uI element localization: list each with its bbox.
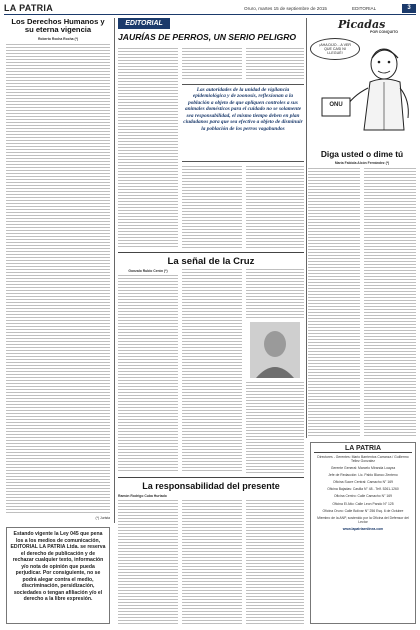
opinion-body-col2: [364, 168, 416, 438]
cartoon-sign-text: ONU: [329, 102, 343, 108]
staff-row: Oficina Oruro: Calle Bolívar N° 256 Esq. 6 de Octubre: [322, 508, 404, 513]
staff-row: Oficina Bajadas: Casilla N° 48 - Telf. 5261-1260: [327, 487, 399, 492]
opinion-headline: Diga usted o dime tú: [320, 149, 404, 159]
left-article-byline: Roberto Rocha Rocha (*): [37, 37, 79, 41]
author-photo: [250, 322, 300, 378]
center-article-col3b: [246, 382, 304, 473]
center-article-byline: Gonzalo Rubio Cerón (*): [128, 269, 168, 273]
editorial-bottom-rule: [118, 252, 304, 253]
staff-row: Miembro de la ANP, sostenido por la Oficina del Defensor del Lector: [317, 515, 409, 524]
opinion-body-col1: [308, 168, 360, 438]
editorial-body-col2: [182, 48, 242, 80]
cartoon-title: Picadas: [338, 18, 386, 31]
bottom-article-col1: [118, 500, 178, 624]
left-article-body: [6, 44, 110, 514]
staff-box-title: LA PATRIA: [314, 445, 412, 453]
left-article-footnote: (*) Jurista: [95, 516, 110, 520]
masthead: [4, 4, 416, 14]
editorial-body-col3: [246, 48, 304, 80]
editorial-kicker: EDITORIAL: [118, 18, 170, 29]
ad-box: [6, 527, 110, 624]
staff-row: Directores - Gerentes: Mario Barrientos Carranza / Guillermo Tellez Gonzalez: [317, 455, 409, 464]
staff-row: Oficina Sucre Central: Camacho N° 169: [333, 480, 393, 485]
paper-name: LA PATRIA: [4, 3, 54, 13]
editorial-pull-quote: [182, 84, 304, 162]
right-divider: [306, 18, 307, 438]
cartoon-drawing: [308, 38, 416, 148]
bottom-article-col3: [246, 500, 304, 624]
editorial-body-col3b: [246, 166, 304, 248]
center-article-col1: [118, 275, 178, 473]
staff-row: Jefe de Redacción: Lic. Pablo Blanco Zenteno: [328, 473, 398, 478]
cartoon-subtitle: POR CONQUITO: [370, 30, 399, 34]
ad-box-text: Estando vigente la Ley 045 que pena los a los medios de comunicación, EDITORIAL LA PATRIA Ltda. se reserva el derecho de publicación y de rechazar cualquier texto, información y/o nota de opinión que pueda perjudicar. Por consiguiente, no se podrá alegar contra el medio, discriminación, persidización, sociedades o tengan afiliación y/o el derecho a la libre expresión.: [10, 531, 106, 603]
center-article-col3: [246, 269, 304, 319]
date-line: Oruro, martes 15 de septiembre de 2015: [244, 6, 327, 11]
cartoon: [308, 18, 416, 148]
opinion-byline: María Fabiola Alcón Fernández (*): [334, 161, 390, 165]
editorial-body-col1: [118, 48, 178, 248]
bottom-article-col2: [182, 500, 242, 624]
bottom-article-headline: La responsabilidad del presente: [142, 481, 280, 491]
pull-quote-text: Las autoridades de la unidad de vigilancia epidemiológica y de zoonosis, reflexionan a la población a objeto de que apliquen controles a sus animales domésticos para el cuidado no se solamente sea responsabilidad, el mismo tiempo deben en plan ciudadanos para que sea efectivo a objeto de disminuir la población de los perros vagabundos: [183, 87, 303, 132]
section-label: EDITORIAL: [352, 6, 377, 11]
center-article-col2: [182, 269, 242, 473]
center-bottom-rule: [118, 477, 304, 478]
page-number: 3: [402, 4, 416, 13]
bottom-article-byline: Ramón Rodrigo Cuba Hurtado: [118, 494, 167, 498]
editorial-body-col2b: [182, 166, 242, 248]
left-article-headline: Los Derechos Humanos y su eterna vigencia: [11, 17, 105, 34]
masthead-rule: [4, 14, 416, 15]
staff-row: Oficina El Alto: Calle Leon Pando N° 125: [332, 501, 394, 506]
editorial-headline: JAURÍAS DE PERROS, UN SERIO PELIGRO: [118, 32, 297, 42]
staff-row: Oficina Centro: Calle Camacho N° 169: [333, 494, 393, 499]
staff-row: Gerente General: Marcelo Miranda Loayza: [330, 466, 396, 471]
staff-website[interactable]: www.lapatriaenlinea.com: [342, 526, 384, 531]
staff-box: [310, 442, 416, 624]
column-divider: [114, 18, 115, 523]
center-article-headline: La señal de la Cruz: [167, 256, 255, 267]
speech-bubble-text: ¡AHA DIJO... A VER QUE CASI NI LLEGUÉ!: [319, 43, 351, 56]
